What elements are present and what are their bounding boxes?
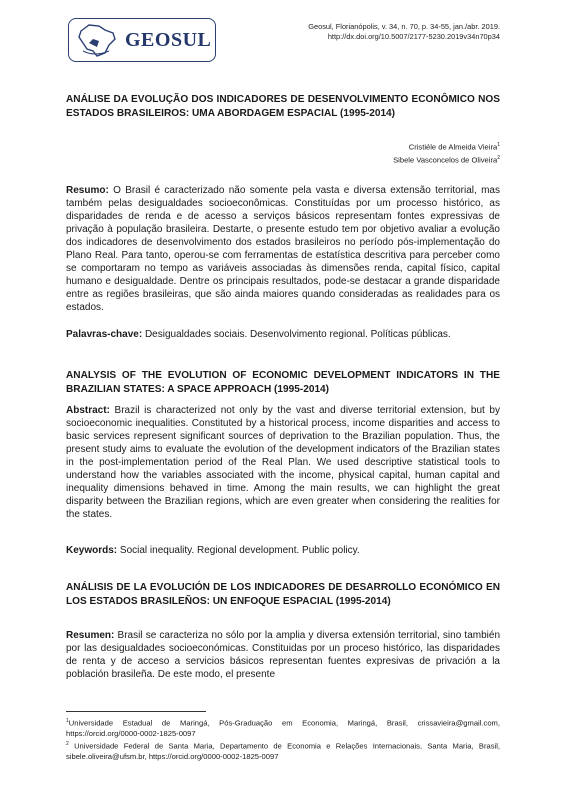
footnote-divider (66, 711, 206, 712)
footnotes (66, 716, 500, 762)
abstract-pt-text: O Brasil é caracterizado não somente pela vasta e diversa extensão territorial, mas também pelas desigualdades socioeconômicas. Constituídas por um processo histórico, as disparidades de renda e de acesso a serviços básicos representam fontes expressivas de privação à população brasileira. Destarte, o presente estudo tem por objetivo avaliar a evolução dos indicadores de desenvolvimento dos estados brasileiros no período pós-implementação do Plano Real. Para tanto, operou-se com ferramentas de estatística descritiva para perceber como se comportaram no tempo as variáveis associadas às dimensões renda, capital físico, capital humano e desigualdade. Dentre os principais resultados, pode-se destacar a grande disparidade entre as regiões brasileiras, que são ainda maiores quando consideradas as realidades para os estados. (66, 185, 500, 313)
abstract-en (66, 404, 500, 521)
abstract-es-label: Resumen: (66, 630, 115, 641)
abstract-pt (66, 184, 500, 314)
author-1-mark[interactable]: 1 (497, 142, 500, 148)
author-1 (393, 140, 500, 153)
keywords-en-label: Keywords: (66, 545, 118, 556)
keywords-pt-label: Palavras-chave: (66, 329, 143, 340)
author-list (393, 140, 500, 166)
title-pt: ANÁLISE DA EVOLUÇÃO DOS INDICADORES DE DESENVOLVIMENTO ECONÔMICO NOS ESTADOS BRASILEIROS: UMA ABORDAGEM ESPACIAL (1995-2014) (66, 94, 500, 119)
logo-text: GEOSUL (125, 28, 212, 51)
author-2 (393, 153, 500, 166)
citation-line: Geosul, Florianópolis, v. 34, n. 70, p. 34-55, jan./abr. 2019. (308, 22, 500, 31)
author-2-name: Sibele Vasconcelos de Oliveira (393, 155, 498, 165)
keywords-pt-text: Desigualdades sociais. Desenvolvimento regional. Políticas públicas. (142, 329, 451, 340)
doi-link[interactable]: http://dx.doi.org/10.5007/2177-5230.2019v34n70p34 (327, 32, 500, 41)
footnote-1-text: Universidade Estadual de Maringá, Pós-Graduação em Economia, Maringá, Brasil, crissavieira@gmail.com, https://orcid.org/0000-0002-1825-0097 (66, 718, 500, 738)
keywords-en (66, 544, 500, 557)
author-1-name: Cristiéle de Almeida Vieira (408, 142, 498, 152)
footnote-2-mark: 2 (66, 741, 69, 748)
keywords-pt (66, 328, 500, 341)
abstract-es-text: Brasil se caracteriza no sólo por la amplia y diversa extensión territorial, sino también por las desigualdades socioeconómicas. Constituidas por un proceso histórico, las disparidades de renta y de acceso a servicios básicos representan fuentes expresivas de privación a la población brasileña. De este modo, el presente (66, 630, 500, 680)
brazil-map-icon (75, 21, 119, 59)
abstract-en-text: Brazil is characterized not only by the vast and diverse territorial extension, but by socioeconomic inequalities. Constituted by a historical process, income disparities and access to basic services represent significant sources of deprivation to the Brazilian population. Thus, the present study aims to evaluate the evolution of the development indicators of the Brazilian states in the post-implementation period of the Real Plan. We used descriptive statistical tools to understand how the variables associated with the income, physical capital, human capital and inequality dimensions behaved in time. Among the main results, we can highlight the great disparity between the Brazilian regions, which are even greater when considering the realities for the states. (66, 405, 500, 520)
keywords-en-text: Social inequality. Regional development. Public policy. (117, 545, 360, 556)
footnote-1 (66, 716, 500, 739)
title-en: ANALYSIS OF THE EVOLUTION OF ECONOMIC DEVELOPMENT INDICATORS IN THE BRAZILIAN STATES: A SPACE APPROACH (1995-2014) (66, 370, 500, 395)
footnote-2 (66, 739, 500, 762)
abstract-en-label: Abstract: (66, 405, 110, 416)
abstract-pt-label: Resumo: (66, 185, 109, 196)
title-es: ANÁLISIS DE LA EVOLUCIÓN DE LOS INDICADORES DE DESARROLLO ECONÓMICO EN LOS ESTADOS BRASILEÑOS: UN ENFOQUE ESPACIAL (1995-2014) (66, 582, 500, 607)
footnote-2-text: Universidade Federal de Santa Maria, Departamento de Economia e Relações Internacionais, Santa Maria, Brasil, sibele.oliveira@ufsm.br, https://orcid.org/0000-0002-1825-0097 (66, 741, 500, 761)
journal-citation (308, 22, 500, 42)
journal-logo (68, 18, 216, 62)
author-2-mark[interactable]: 2 (497, 155, 500, 162)
abstract-es (66, 629, 500, 681)
footnote-1-mark: 1 (66, 718, 69, 724)
